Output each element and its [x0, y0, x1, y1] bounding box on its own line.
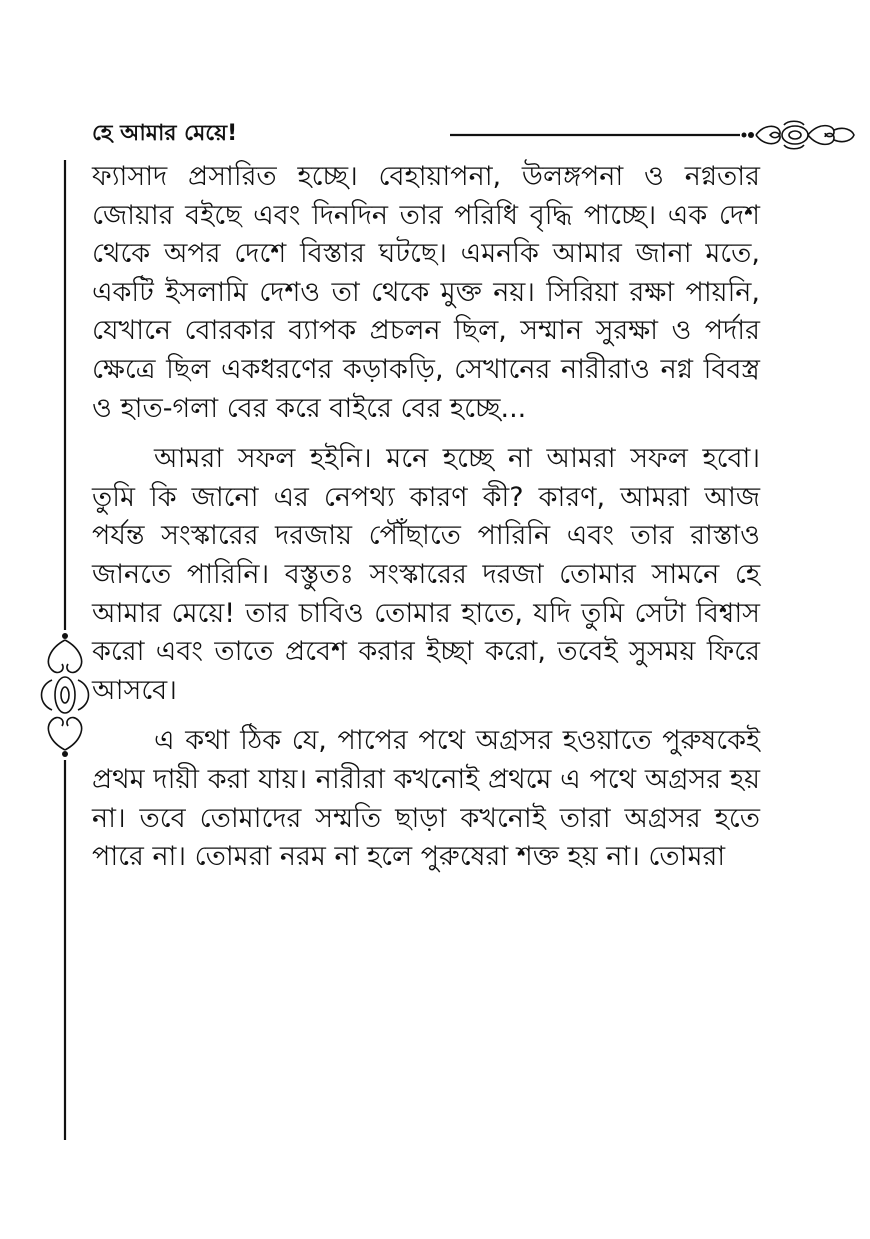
running-header — [92, 112, 792, 152]
paragraph: এ কথা ঠিক যে, পাপের পথে অগ্রসর হওয়াতে পুরুষকেই প্রথম দায়ী করা যায়। নারীরা কখনোই প্রথমে এ পথে অগ্রসর হয় না। তবে তোমাদের সম্মতি ছাড়া কখনোই তারা অগ্রসর হতে পারে না। তোমরা নরম না হলে পুরুষেরা শক্ত হয় না। তোমরা — [92, 725, 760, 873]
body-text — [92, 158, 760, 877]
scroll-flourish-icon — [30, 150, 100, 1150]
paragraph: আমরা সফল হইনি। মনে হচ্ছে না আমরা সফল হবো। তুমি কি জানো এর নেপথ্য কারণ কী? কারণ, আমরা আজ পর্যন্ত সংস্কারের দরজায় পৌঁছাতে পারিনি এবং তার রাস্তাও জানতে পারিনি। বস্তুতঃ সংস্কারের দরজা তোমার সামনে হে আমার মেয়ে! তার চাবিও তোমার হাতে, যদি তুমি সেটা বিশ্বাস করো এবং তাতে প্রবেশ করার ইচ্ছা করো, তবেই সুসময় ফিরে আসবে। — [92, 443, 760, 706]
paragraph: ফ্যাসাদ প্রসারিত হচ্ছে। বেহায়াপনা, উলঙ্গপনা ও নগ্নতার জোয়ার বইছে এবং দিনদিন তার পরিধি বৃদ্ধি পাচ্ছে। এক দেশ থেকে অপর দেশে বিস্তার ঘটছে। এমনকি আমার জানা মতে, একটি ইসলামি দেশও তা থেকে মুক্ত নয়। সিরিয়া রক্ষা পায়নি, যেখানে বোরকার ব্যাপক প্রচলন ছিল, সম্মান সুরক্ষা ও পর্দার ক্ষেত্রে ছিল একধরণের কড়াকড়ি, সেখানের নারীরাও নগ্ন বিবস্ত্র ও হাত-গলা বের করে বাইরে বের হচ্ছে... — [92, 161, 760, 424]
page-title: হে আমার মেয়ে! — [92, 121, 238, 146]
scroll-flourish-icon — [450, 120, 860, 150]
